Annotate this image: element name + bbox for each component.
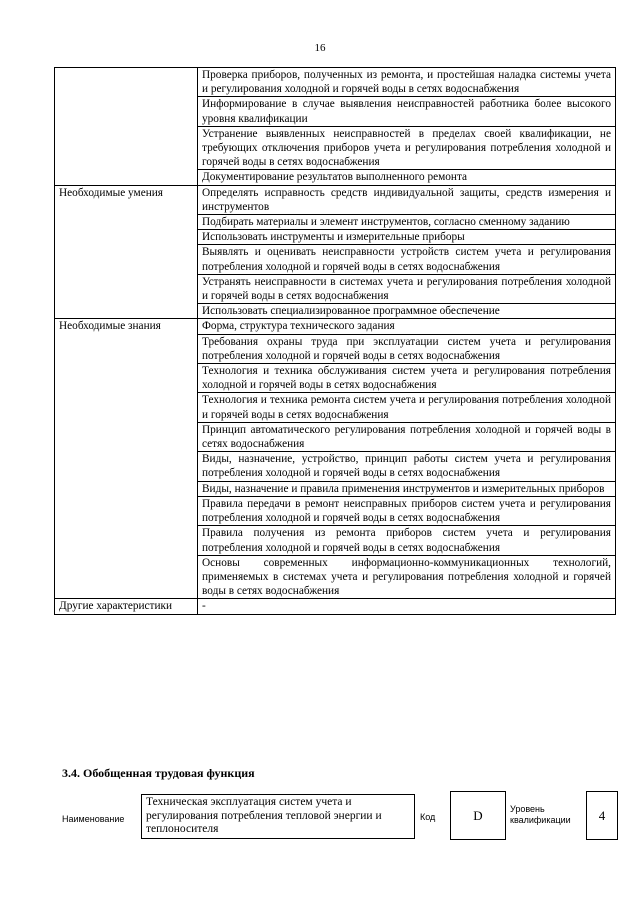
knowledge-cell: Технология и техника обслуживания систем учета и регулирования потребления холодной и горячей воды в сетях водоснабжения bbox=[198, 364, 616, 393]
name-label: Наименование bbox=[62, 814, 125, 824]
knowledge-cell: Форма, структура технического задания bbox=[198, 319, 616, 334]
name-box bbox=[141, 794, 415, 839]
knowledge-cell: Принцип автоматического регулирования потребления холодной и горячей воды в сетях водоснабжения bbox=[198, 422, 616, 451]
knowledge-label: Необходимые знания bbox=[55, 319, 198, 599]
other-value: - bbox=[198, 599, 616, 614]
action-cell: Устранение выявленных неисправностей в пределах своей квалификации, не требующих отключения приборов учета и регулирования потребления холодной и горячей воды в сетях водоснабжения bbox=[198, 126, 616, 170]
section-title: 3.4. Обобщенная трудовая функция bbox=[62, 766, 255, 780]
action-cell: Проверка приборов, полученных из ремонта, и простейшая наладка системы учета и регулирования холодной и горячей воды в сетях водоснабжения bbox=[198, 68, 616, 97]
code-label: Код bbox=[420, 812, 436, 822]
action-cell: Документирование результатов выполненного ремонта bbox=[198, 170, 616, 185]
code-value: D bbox=[473, 808, 483, 823]
knowledge-cell: Виды, назначение и правила применения инструментов и измерительных приборов bbox=[198, 481, 616, 496]
table-row bbox=[55, 68, 616, 97]
table-row bbox=[55, 185, 616, 214]
skill-cell: Использовать специализированное программное обеспечение bbox=[198, 304, 616, 319]
other-label: Другие характеристики bbox=[55, 599, 198, 614]
continuation-label-cell bbox=[55, 68, 198, 186]
knowledge-cell: Виды, назначение, устройство, принцип работы систем учета и регулирования потребления холодной и горячей воды в сетях водоснабжения bbox=[198, 452, 616, 481]
knowledge-cell: Основы современных информационно-коммуникационных технологий, применяемых в системах учета и регулирования потребления холодной и горячей воды в сетях водоснабжения bbox=[198, 555, 616, 599]
skills-label: Необходимые умения bbox=[55, 185, 198, 319]
skill-cell: Определять исправность средств индивидуальной защиты, средств измерения и инструментов bbox=[198, 185, 616, 214]
level-value: 4 bbox=[598, 808, 606, 823]
skill-cell: Использовать инструменты и измерительные приборы bbox=[198, 230, 616, 245]
knowledge-cell: Требования охраны труда при эксплуатации систем учета и регулирования потребления холодной и горячей воды в сетях водоснабжения bbox=[198, 334, 616, 363]
name-value: Техническая эксплуатация систем учета и регулирования потребления тепловой энергии и теплоносителя bbox=[146, 796, 382, 835]
knowledge-cell: Правила передачи в ремонт неисправных приборов систем учета и регулирования потребления холодной и горячей воды в сетях водоснабжения bbox=[198, 496, 616, 525]
requirements-table bbox=[54, 67, 616, 615]
table-row bbox=[55, 319, 616, 334]
code-box bbox=[450, 791, 506, 840]
skill-cell: Выявлять и оценивать неисправности устройств систем учета и регулирования потребления холодной и горячей воды в сетях водоснабжения bbox=[198, 245, 616, 274]
skill-cell: Устранять неисправности в системах учета и регулирования потребления холодной и горячей воды в сетях водоснабжения bbox=[198, 274, 616, 303]
page-number: 16 bbox=[314, 42, 326, 54]
knowledge-cell: Правила получения из ремонта приборов систем учета и регулирования потребления холодной и горячей воды в сетях водоснабжения bbox=[198, 526, 616, 555]
knowledge-cell: Технология и техника ремонта систем учета и регулирования потребления холодной и горячей воды в сетях водоснабжения bbox=[198, 393, 616, 422]
table-row bbox=[55, 599, 616, 614]
skill-cell: Подбирать материалы и элемент инструментов, согласно сменному заданию bbox=[198, 215, 616, 230]
level-label: Уровень квалификации bbox=[510, 804, 571, 825]
level-box bbox=[586, 791, 618, 840]
action-cell: Информирование в случае выявления неисправностей работника более высокого уровня квалификации bbox=[198, 97, 616, 126]
